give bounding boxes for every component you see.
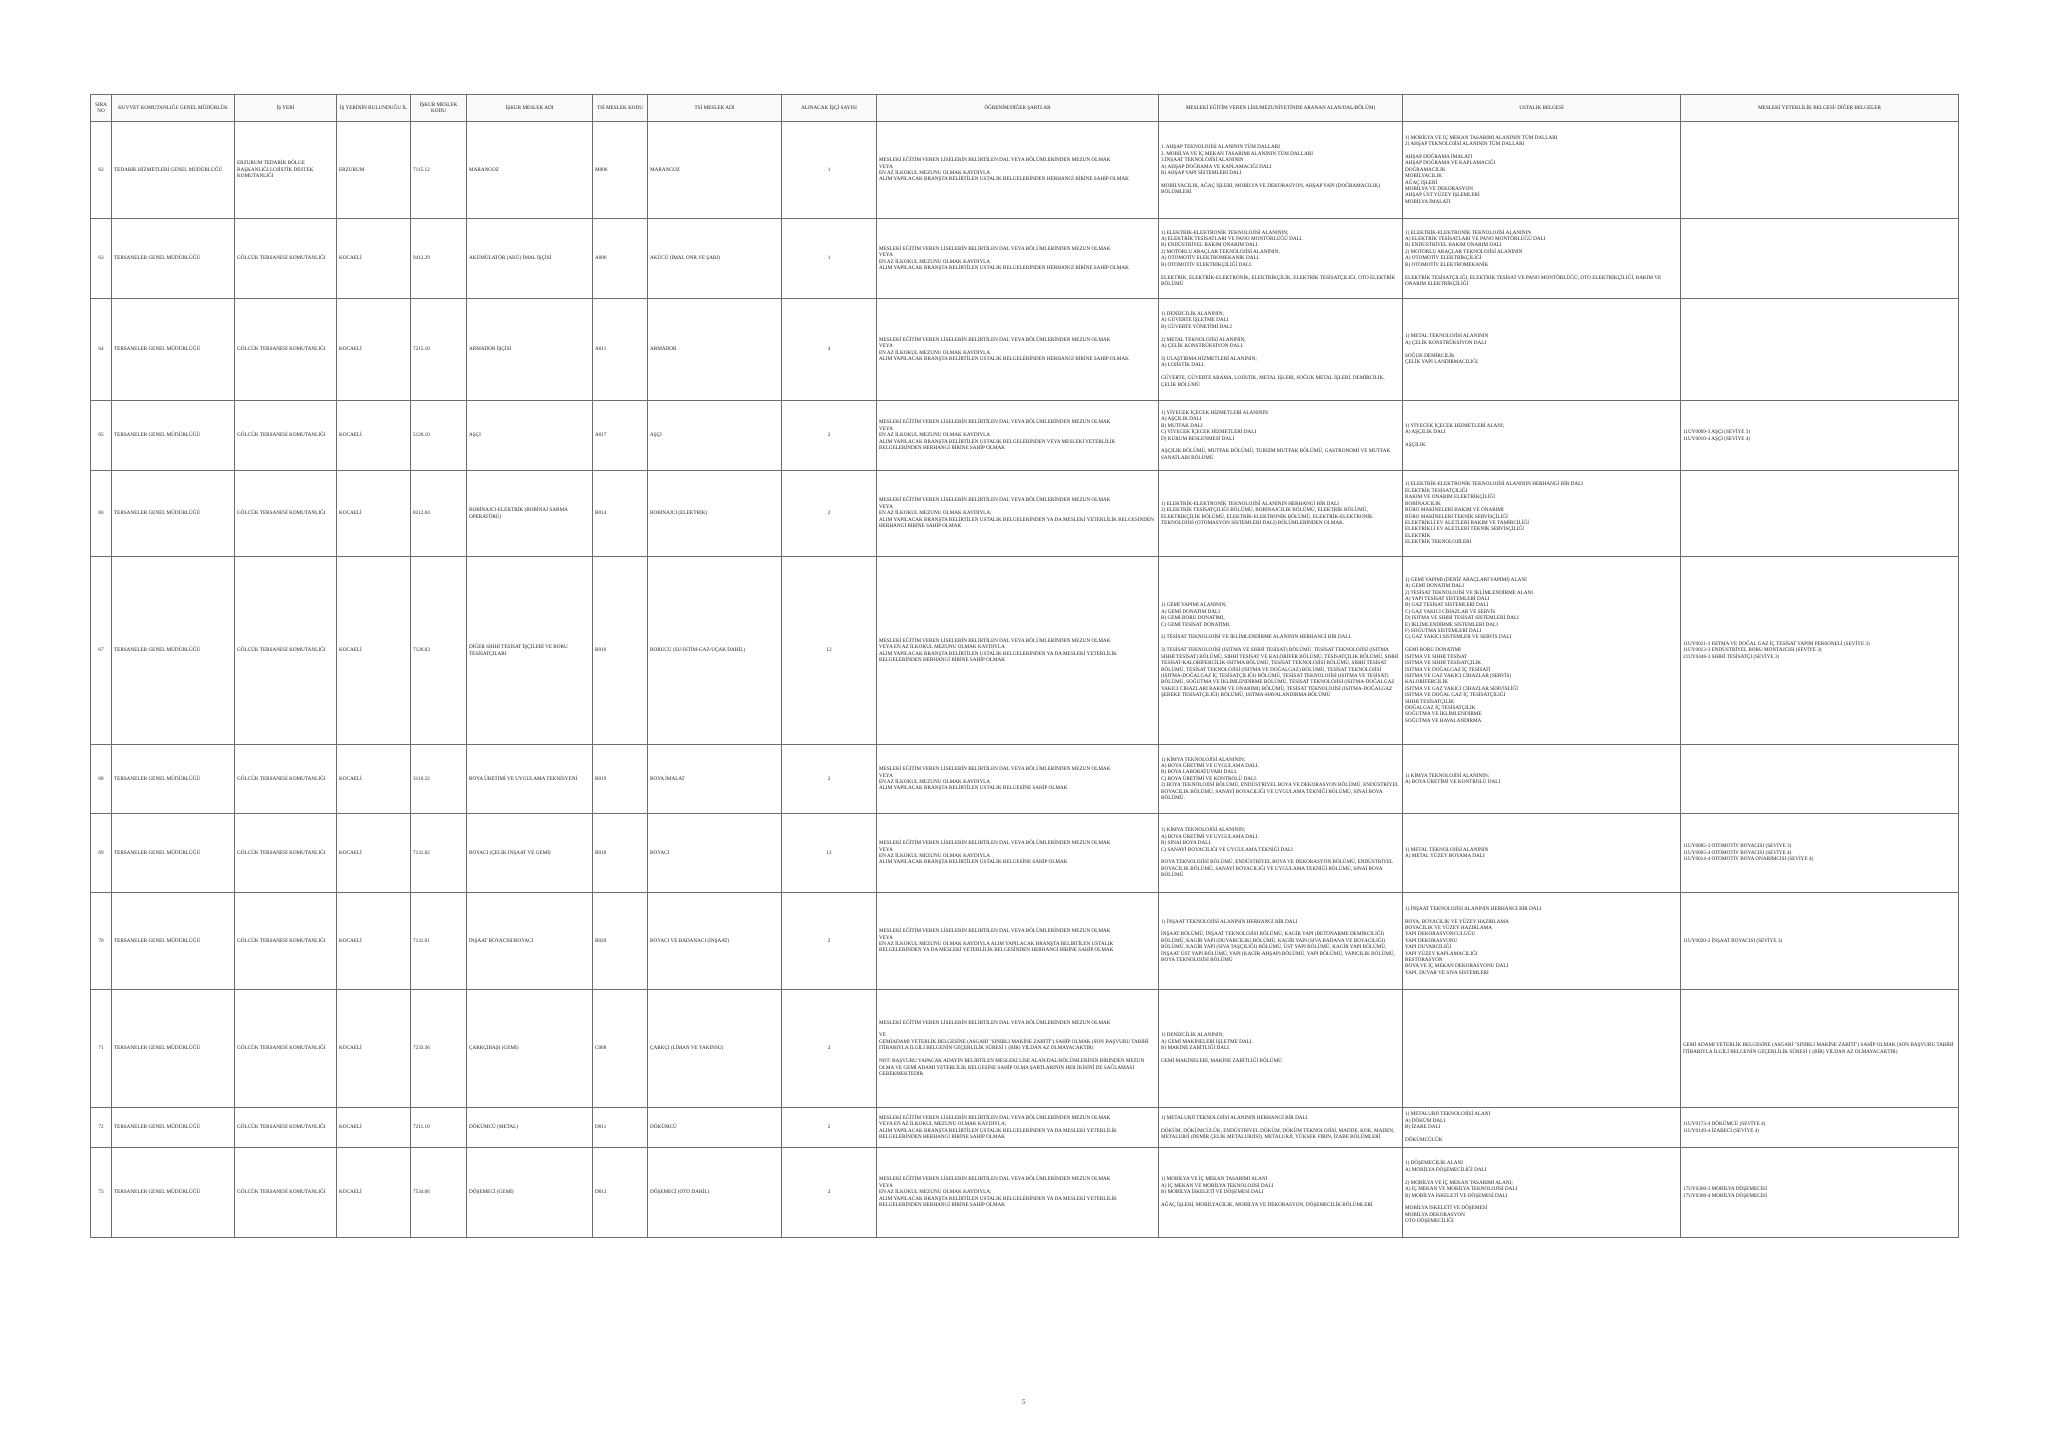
cell-no: 70 bbox=[91, 893, 112, 990]
cell-yeterlilik: 11UY0021-3 ISITMA VE DOĞAL GAZ İÇ TESİSAT YAPIM PERSONELİ (SEVİYE 3) 11UY0013-3 ENDÜSTRİYEL BORU MONTAJCISI (SEVİYE 3) 21UY0446-3 SIHHİ TESİSATÇI (SEVİYE 3) bbox=[1681, 557, 1959, 745]
document-sheet bbox=[90, 94, 1958, 1238]
cell-sayi: 2 bbox=[782, 471, 877, 557]
cell-sayi: 1 bbox=[782, 219, 877, 299]
column-header: KUVVET KOMUTANLIĞI/ GENEL MÜDÜRLÜK bbox=[112, 95, 235, 122]
table-row bbox=[91, 745, 1959, 814]
cell-isyeri: GÖLCÜK TERSANESİ KOMUTANLIĞI bbox=[235, 299, 337, 401]
cell-ogrenim: MESLEKİ EĞİTİM VEREN LİSELERİN BELİRTİLEN DAL VEYA BÖLÜMLERİNDEN MEZUN OLMAK VEYA EN AZ İLKOKUL MEZUNU OLMAK KAYDIYLA ALIM YAPILACAK BRANŞTA BELİRTİLEN USTALIK BELGELERİNDEN HERHANGİ BİRİNE SAHİP OLMAK bbox=[877, 299, 1159, 401]
cell-isyeri: GÖLCÜK TERSANESİ KOMUTANLIĞI bbox=[235, 990, 337, 1108]
cell-il: KOCAELİ bbox=[337, 1148, 411, 1238]
cell-sayi: 1 bbox=[782, 122, 877, 219]
cell-il: KOCAELİ bbox=[337, 557, 411, 745]
cell-yeterlilik bbox=[1681, 745, 1959, 814]
cell-ustalik: 1) KİMYA TEKNOLOJİSİ ALANININ; A) BOYA ÜRETİMİ VE KONTROLÜ DALI bbox=[1403, 745, 1681, 814]
column-header: İŞKUR MESLEK KODU bbox=[411, 95, 467, 122]
cell-sayi: 2 bbox=[782, 401, 877, 471]
cell-alan: 1) KİMYA TEKNOLOJİSİ ALANININ; A) BOYA ÜRETİMİ VE UYGULAMA DALI. B) SINAİ BOYA DALI. C) SANAYİ BOYACILIĞI VE UYGULAMA TEKNİĞİ DALI BOYA TEKNOLOJİSİ BÖLÜMÜ, ENDÜSTRİYEL BOYA VE DEKORASYON BÖLÜMÜ, ENDÜSTRİYEL BOYACILIK BÖLÜMÜ, SANAYİ BOYACILIĞI VE UYGULAMA TEKNİĞİ BÖLÜMÜ, SINAİ BOYA BÖLÜMÜ bbox=[1159, 814, 1403, 893]
cell-no: 73 bbox=[91, 1148, 112, 1238]
cell-komutanlik: TERSANELER GENEL MÜDÜRLÜĞÜ bbox=[112, 814, 235, 893]
cell-tsi-kod: D013 bbox=[593, 1148, 648, 1238]
cell-iskur-ad: ÇARKÇIBAŞI (GEMİ) bbox=[467, 990, 593, 1108]
column-header: MESLEKİ YETERLİLİK BELGESİ/ DİĞER BELGELER bbox=[1681, 95, 1959, 122]
cell-ustalik: 1) ELEKTRİK-ELEKTRONİK TEKNOLOJİSİ ALANININ A) ELEKTRİK TESİSATLARI VE PANO MONTÖRLÜĞÜ DALI B) ENDÜSTRİYEL BAKIM ONARIM DALI 2) MOTORLU ARAÇLAR TEKNOLOJİSİ ALANININ A) OTOMOTİV ELEKTRİKÇİLİĞİ B) OTOMOTİV ELEKTROMEKANİK ELEKTRİK TESİSATÇILIĞI, ELEKTRİK TESİSAT VE PANO MONTÖRLÜĞÜ, OTO ELEKTRİKÇİLİĞİ, BAKIM VE ONARIM ELEKTRİKÇİLİĞİ bbox=[1403, 219, 1681, 299]
cell-ogrenim: MESLEKİ EĞİTİM VEREN LİSELERİN BELİRTİLEN DAL VEYA BÖLÜMLERİNDEN MEZUN OLMAK VEYA EN AZ İLKOKUL MEZUNU OLMAK KAYDIYLA; ALIM YAPILACAK BRANŞTA BELİRTİLEN USTALIK BELGELERİNDEN YA DA MESLEKİ YETERLİLİK BELGELERİNDEN HERHANGİ BİRİNE SAHİP OLMAK bbox=[877, 1148, 1159, 1238]
cell-ustalik: 1) METAL TEKNOLOJİSİ ALANININ A) METAL YÜZEY BOYAMA DALI bbox=[1403, 814, 1681, 893]
column-header: SIRA NO bbox=[91, 95, 112, 122]
cell-yeterlilik: 17UY0300-3 MOBİLYA DÖŞEMECİSİ 17UY0300-4 MOBİLYA DÖŞEMECİSİ bbox=[1681, 1148, 1959, 1238]
column-header: ALINACAK İŞÇİ SAYISI bbox=[782, 95, 877, 122]
cell-yeterlilik bbox=[1681, 299, 1959, 401]
table-row bbox=[91, 1148, 1959, 1238]
cell-iskur-kod: 7131.02 bbox=[411, 814, 467, 893]
column-header: MESLEKİ EĞİTİM VEREN LİSE/MEZUNİYETİNDE ARANAN ALAN/DAL/BÖLÜM) bbox=[1159, 95, 1403, 122]
cell-tsi-ad: BORUCU (SU-İSTİM-GAZ-UÇAK DAHİL) bbox=[648, 557, 782, 745]
cell-sayi: 12 bbox=[782, 557, 877, 745]
cell-alan: 1) DENİZCİLİK ALANININ; A) GÜVERTE İŞLETME DALI B) GÜVERTE YÖNETİMİ DALI 2) METAL TEKNOLOJİSİ ALANININ; A) ÇELİK KONSTRÜKSİYON DALI. 3) ULAŞTIRMA HİZMETLERİ ALANININ; A) LOJİSTİK DALI. GÜVERTE, GÜVERTE ARAMA, LOJİSTİK, METAL İŞLERİ, SOĞUK METAL İŞLERİ, DEMİRCİLİK, ÇELİK BÖLÜMÜ bbox=[1159, 299, 1403, 401]
cell-tsi-ad: BOYACI bbox=[648, 814, 782, 893]
cell-ustalik bbox=[1403, 990, 1681, 1108]
table-row bbox=[91, 1108, 1959, 1148]
cell-no: 62 bbox=[91, 122, 112, 219]
cell-no: 65 bbox=[91, 401, 112, 471]
column-header: İŞ YERİNİN BULUNDUĞU İL bbox=[337, 95, 411, 122]
table-row bbox=[91, 122, 1959, 219]
cell-komutanlik: TERSANELER GENEL MÜDÜRLÜĞÜ bbox=[112, 299, 235, 401]
cell-alan: 1. AHŞAP TEKNOLOJİSİ ALANININ TÜM DALLARI 2. MOBİLYA VE İÇ MEKAN TASARIMI ALANININ TÜM DALLARI 3.İNŞAAT TEKNOLOJİSİ ALANININ A) AHŞAP DOĞRAMA VE KAPLAMACIĞI DALI B) AHŞAP YAPI SİSTEMLERİ DALI MOBİLYACILIK, AĞAÇ İŞLERİ, MOBİLYA VE DEKORASYON, AHŞAP YAPI (DOĞRAMACILIK) BÖLÜMLERİ bbox=[1159, 122, 1403, 219]
table-row bbox=[91, 299, 1959, 401]
table-row bbox=[91, 814, 1959, 893]
cell-no: 67 bbox=[91, 557, 112, 745]
cell-komutanlik: TERSANELER GENEL MÜDÜRLÜĞÜ bbox=[112, 745, 235, 814]
cell-no: 66 bbox=[91, 471, 112, 557]
cell-tsi-kod: A017 bbox=[593, 401, 648, 471]
cell-isyeri: GÖLCÜK TERSANESİ KOMUTANLIĞI bbox=[235, 557, 337, 745]
column-header: İŞ YERİ bbox=[235, 95, 337, 122]
cell-isyeri: GÖLCÜK TERSANESİ KOMUTANLIĞI bbox=[235, 401, 337, 471]
cell-no: 71 bbox=[91, 990, 112, 1108]
cell-isyeri: GÖLCÜK TERSANESİ KOMUTANLIĞI bbox=[235, 1108, 337, 1148]
cell-no: 63 bbox=[91, 219, 112, 299]
cell-ustalik: 1) MOBİLYA VE İÇ MEKAN TASARIMI ALANININ TÜM DALLARI 2) AHŞAP TEKNOLOJİSİ ALANININ TÜM DALLARI AHŞAP DOĞRAMA İMALATI AHŞAP DOĞRAMA VE KAPLAMACIĞI DOĞRAMACILIK MOBİLYACILIK AĞAÇ İŞLERİ MOBİLYA VE DEKORASYON AHŞAP ÜST YÜZEY İŞLEMLERİ MOBİLYA İMALATI bbox=[1403, 122, 1681, 219]
cell-ogrenim: MESLEKİ EĞİTİM VEREN LİSELERİN BELİRTİLEN DAL VEYA BÖLÜMLERİNDEN MEZUN OLMAK VEYA EN AZ İLKOKUL MEZUNU OLMAK KAYDIYLA ALIM YAPILACAK BRANŞTA BELİRTİLEN USTALIK BELGESİNE SAHİP OLMAK bbox=[877, 814, 1159, 893]
cell-tsi-kod: B020 bbox=[593, 893, 648, 990]
cell-no: 64 bbox=[91, 299, 112, 401]
cell-komutanlik: TERSANELER GENEL MÜDÜRLÜĞÜ bbox=[112, 557, 235, 745]
cell-tsi-kod: D011 bbox=[593, 1108, 648, 1148]
cell-ogrenim: MESLEKİ EĞİTİM VEREN LİSELERİN BELİRTİLEN DAL VEYA BÖLÜMLERİNDEN MEZUN OLMAK VEYA EN AZ İLKOKUL MEZUNU OLMAK KAYDIYLA ALIM YAPILACAK BRANŞTA BELİRTİLEN USTALIK BELGELERİNDEN YA DA MESLEKİ YETERLİLİK BELGESİNDEN HERHANGİ BİRİNE SAHİP OLMAK bbox=[877, 893, 1159, 990]
table-header-row bbox=[91, 95, 1959, 122]
cell-iskur-ad: MARANGOZ bbox=[467, 122, 593, 219]
cell-komutanlik: TEDARİK HİZMETLERİ GENEL MÜDÜRLÜĞÜ bbox=[112, 122, 235, 219]
cell-il: KOCAELİ bbox=[337, 990, 411, 1108]
personnel-table bbox=[90, 94, 1959, 1238]
cell-tsi-ad: DÖŞEMECİ (OTO DAHİL) bbox=[648, 1148, 782, 1238]
cell-alan: 1) GEMİ YAPIMI ALANININ; A) GEMİ DONATIM DALI B) GEMİ BORU DONATIMI, C) GEMİ TESİSAT DONATIMI. 2) TESİSAT TEKNOLOJİSİ VE İKLİMLENDİRME ALANININ HERHANGİ BİR DALI. 3) TESİSAT TEKNOLOJİSİ (ISITMA VE SIHHİ TESİSAT) BÖLÜMÜ, TESİSAT TEKNOLOJİSİ (ISITMA SIHHİ TESİSAT) BÖLÜMÜ, SIHHİ TESİSAT VE KALORİFER BÖLÜMÜ, TESİSATÇILIK BÖLÜMÜ, SIHHİ TESİSAT-KALORİFERCİLİK-ISITMA BÖLÜMÜ, TESİSAT TEKNOLOJİSİ BÖLÜMÜ, SIHHİ TESİSAT BÖLÜMÜ, TESİSAT TEKNOLOJİSİ (ISITMA VE DOĞALGAZ) BÖLÜMÜ, TESİSAT TEKNOLOJİSİ (ISITMA-DOĞALGAZ İÇ TESİSATÇILIĞI) BÖLÜMÜ, TESİSAT TEKNOLOJİSİ (ISITMA VE TESİSAT) BÖLÜMÜ, SOĞUTMA VE İKLİMLENDİRME BÖLÜMÜ, TESİSAT TEKNOLOJİSİ (ISITMA-DOĞALGAZ YAKICI CİHAZLARI BAKIM VE ONARIMI) BÖLÜMÜ, TESİSAT TEKNOLOJİSİ (ISITMA-DOĞALGAZ ŞEBEKE TESİSATÇILIĞI) BÖLÜMÜ, ISITMA-HAVALANDIRMA BÖLÜMÜ bbox=[1159, 557, 1403, 745]
cell-ustalik: 1) METAL TEKNOLOJİSİ ALANININ A) ÇELİK KONSTRÜKSİYON DALI SOĞUK DEMİRCİLİK ÇELİK YAPI LANDIRMACILIĞI bbox=[1403, 299, 1681, 401]
cell-tsi-ad: AKÜCÜ (İMAL ONR.VE ŞARJ) bbox=[648, 219, 782, 299]
cell-il: KOCAELİ bbox=[337, 893, 411, 990]
cell-iskur-kod: 7534.06 bbox=[411, 1148, 467, 1238]
table-row bbox=[91, 401, 1959, 471]
cell-ogrenim: MESLEKİ EĞİTİM VEREN LİSELERİN BELİRTİLEN DAL VEYA BÖLÜMLERİNDEN MEZUN OLMAK VEYA EN AZ İLKOKUL MEZUNU OLMAK KAYDIYLA; ALIM YAPILACAK BRANŞTA BELİRTİLEN USTALIK BELGELERİNDEN YA DA MESLEKİ YETERLİLİK BELGELERİNDEN HERHANGİ BİRİNE SAHİP OLMAK bbox=[877, 1108, 1159, 1148]
page-number: 5 bbox=[1022, 1398, 1026, 1406]
cell-alan: 1) İNŞAAT TEKNOLOJİSİ ALANININ HERHANGİ BİR DALI İNŞAAT BÖLÜMÜ, İNŞAAT TEKNOLOJİSİ BÖLÜMÜ, KAGİR YAPI (BETONARME DEMİRCİLİĞİ) BÖLÜMÜ, KAGİR YAPI (DUVARCILIK) BÖLÜMÜ, KAGİR YAPI (SIVA BADANA VE BOYACILIĞI) BÖLÜMÜ, KAGİR YAPI (SIVA TAŞÇILIĞI) BÖLÜMÜ, ÜST YAPI BÖLÜMÜ, KAGİR YAPI BÖLÜMÜ, İNŞAAT ÜST YAPI BÖLÜMÜ, YAPI (KAGİR-AHŞAP) BÖLÜMÜ, YAPI BÖLÜMÜ, YAPICILIK BÖLÜMÜ, BOYA TEKNOLOJİSİ BÖLÜMÜ bbox=[1159, 893, 1403, 990]
cell-komutanlik: TERSANELER GENEL MÜDÜRLÜĞÜ bbox=[112, 990, 235, 1108]
cell-yeterlilik: 11UY0020-3 İNŞAAT BOYACISI (SEVİYE 3) bbox=[1681, 893, 1959, 990]
table-row bbox=[91, 893, 1959, 990]
cell-tsi-kod: C008 bbox=[593, 990, 648, 1108]
cell-yeterlilik: 11UY0005-3 OTOMOTİV BOYACISI (SEVİYE 3) 11UY0005-4 OTOMOTİV BOYACISI (SEVİYE 4) 11UY0014-4 OTOMOTİV BOYA ONARIMCISI (SEVİYE 4) bbox=[1681, 814, 1959, 893]
cell-ustalik: 1) YİYECEK İÇECEK HİZMETLERİ ALANI; A) AŞÇILIK DALI AŞÇILIK bbox=[1403, 401, 1681, 471]
cell-il: KOCAELİ bbox=[337, 1108, 411, 1148]
cell-alan: 1) ELEKTRİK-ELEKTRONİK TEKNOLOJİSİ ALANININ; A) ELEKTRİK TESİSATLARI VE PANO MONTÖRLÜĞÜ DALI. B) ENDÜSTRİYEL BAKIM ONARIM DALI. 2) MOTORLU ARAÇLAR TEKNOLOJİSİ ALANININ; A) OTOMOTİV ELEKTROMEKANİK DALI. B) OTOMOTİV ELEKTRİKÇİLİĞİ DALI. ELEKTRİK, ELEKTRİK-ELEKTRONİK, ELEKTRİKÇİLİK, ELEKTRİK TESİSATÇILIĞI, OTO ELEKTRİK BÖLÜMÜ bbox=[1159, 219, 1403, 299]
cell-yeterlilik: GEMİ ADAMI YETERLİK BELGESİNE (ASGARİ "SINIRLI MAKİNE ZABİTİ") SAHİP OLMAK (SON BAŞVURU TARİHİ İTİBARIYLA İLGİLİ BELGENİN GEÇERLİLİK SÜRESİ 1 (BİR) YILDAN AZ OLMAYACAKTIR) bbox=[1681, 990, 1959, 1108]
cell-iskur-kod: 9412.29 bbox=[411, 219, 467, 299]
cell-alan: 1) METALURJİ TEKNOLOJİSİ ALANININ HERHANGİ BİR DALI DÖKÜM, DÖKÜMCÜLÜK, ENDÜSTRİYEL DÖKÜM, DÖKÜM TEKNOLOJİSİ, MADDE, KOK, MADEN, METALURJİ (DEMİR ÇELİK METALURJİSİ), METALURJİ, YÜKSEK FIRIN, İZABE BÖLÜMLERİ bbox=[1159, 1108, 1403, 1148]
cell-no: 72 bbox=[91, 1108, 112, 1148]
cell-sayi: 4 bbox=[782, 299, 877, 401]
cell-komutanlik: TERSANELER GENEL MÜDÜRLÜĞÜ bbox=[112, 1108, 235, 1148]
cell-iskur-ad: DÖŞEMECİ (GEMİ) bbox=[467, 1148, 593, 1238]
cell-sayi: 12 bbox=[782, 814, 877, 893]
cell-iskur-kod: 7233.36 bbox=[411, 990, 467, 1108]
cell-ogrenim: MESLEKİ EĞİTİM VEREN LİSELERİN BELİRTİLEN DAL VEYA BÖLÜMLERİNDEN MEZUN OLMAK VEYA EN AZ İLKOKUL MEZUNU OLMAK KAYDIYLA ALIM YAPILACAK BRANŞTA BELİRTİLEN USTALIK BELGELERİNDEN YA DA MESLEKİ YETERLİLİK BELGELERİNDEN HERHANGİ BİRİNE SAHİP OLMAK bbox=[877, 557, 1159, 745]
cell-iskur-kod: 5120.10 bbox=[411, 401, 467, 471]
cell-alan: 1) YİYECEK İÇECEK HİZMETLERİ ALANININ A) AŞÇILIK DALI B) MUTFAK DALI C) YİYECEK İÇECEK HİZMETLERİ DALI D) KURUM BESLENMESİ DALI AŞÇILIK BÖLÜMÜ, MUTFAK BÖLÜMÜ, TURİZM MUTFAK BÖLÜMÜ, GASTRONOMİ VE MUTFAK SANATLARI BÖLÜMÜ bbox=[1159, 401, 1403, 471]
cell-il: KOCAELİ bbox=[337, 219, 411, 299]
cell-il: ERZURUM bbox=[337, 122, 411, 219]
cell-yeterlilik bbox=[1681, 122, 1959, 219]
column-header: ÖĞRENİM/DİĞER ŞARTLAR bbox=[877, 95, 1159, 122]
cell-komutanlik: TERSANELER GENEL MÜDÜRLÜĞÜ bbox=[112, 893, 235, 990]
cell-yeterlilik: 11UY0173-4 DÖKÜMCÜ (SEVİYE 4) 11UY0149-4 İZABECİ (SEVİYE 4) bbox=[1681, 1108, 1959, 1148]
cell-ogrenim: MESLEKİ EĞİTİM VEREN LİSELERİN BELİRTİLEN DAL VEYA BÖLÜMLERİNDEN MEZUN OLMAK VEYA EN AZ İLKOKUL MEZUNU OLMAK KAYDIYLA ALIM YAPILACAK BRANŞTA BELİRTİLEN USTALIK BELGELERİNDEN VEYA MESLEKİ YETERLİLİK BELGELERİNDEN HERHANGİ BİRİNE SAHİP OLMAK bbox=[877, 401, 1159, 471]
cell-isyeri: GÖLCÜK TERSANESİ KOMUTANLIĞI bbox=[235, 471, 337, 557]
cell-isyeri: GÖLCÜK TERSANESİ KOMUTANLIĞI bbox=[235, 893, 337, 990]
cell-iskur-kod: 7131.01 bbox=[411, 893, 467, 990]
cell-ogrenim: MESLEKİ EĞİTİM VEREN LİSELERİN BELİRTİLEN DAL VEYA BÖLÜMLERİNDEN MEZUN OLMAK VEYA EN AZ İLKOKUL MEZUNU OLMAK KAYDIYLA ALIM YAPILACAK BRANŞTA BELİRTİLEN USTALIK BELGELERİNDEN HERHANGİ BİRİNE SAHİP OLMAK bbox=[877, 122, 1159, 219]
cell-iskur-ad: DÖKÜMCÜ (METAL) bbox=[467, 1108, 593, 1148]
cell-tsi-ad: BOBİNAJCI (ELEKTRİK) bbox=[648, 471, 782, 557]
cell-tsi-kod: A006 bbox=[593, 219, 648, 299]
cell-iskur-ad: AKÜMÜLATÖR (AKÜ) İMAL İŞÇİSİ bbox=[467, 219, 593, 299]
cell-alan: 1) KİMYA TEKNOLOJİSİ ALANININ; A) BOYA ÜRETİMİ VE UYGULAMA DALI. B) BOYA LABORATUVARI DALI. C) BOYA ÜRETİMİ VE KONTROLÜ DALI. 2) BOYA TEKNOLOJİSİ BÖLÜMÜ, ENDÜSTRİYEL BOYA VE DEKORASYON BÖLÜMÜ, ENDÜSTRİYEL BOYACILIK BÖLÜMÜ, SANAYİ BOYACILIĞI VE UYGULAMA TEKNİĞİ BÖLÜMÜ, SINAİ BOYA BÖLÜMÜ. bbox=[1159, 745, 1403, 814]
cell-ustalik: 1) DÖŞEMECİLİK ALANI A) MOBİLYA DÖŞEMECİLİĞİ DALI 2) MOBİLYA VE İÇ MEKAN TASARIMI ALANI; A) İÇ MEKAN VE MOBİLYA TEKNOLOJİSİ DALI B) MOBİLYA İSKELETİ VE DÖŞEMESİ DALI MOBİLYA İSKELETİ VE DÖŞEMESİ MOBİLYA DEKORASYON OTO DÖŞEMECİLİĞİ bbox=[1403, 1148, 1681, 1238]
cell-tsi-kod: B014 bbox=[593, 471, 648, 557]
cell-tsi-ad: BOYA İMALAT bbox=[648, 745, 782, 814]
column-header: İŞKUR MESLEK ADI bbox=[467, 95, 593, 122]
table-row bbox=[91, 990, 1959, 1108]
cell-il: KOCAELİ bbox=[337, 471, 411, 557]
cell-yeterlilik: 11UY0009-3 AŞÇI (SEVİYE 3) 11UY0010-4 AŞÇI (SEVİYE 4) bbox=[1681, 401, 1959, 471]
cell-isyeri: GÖLCÜK TERSANESİ KOMUTANLIĞI bbox=[235, 1148, 337, 1238]
cell-sayi: 2 bbox=[782, 1148, 877, 1238]
cell-ustalik: 1) GEMİ YAPIMI (DENİZ ARAÇLARI YAPIMI) ALANI A) GEMİ DONATIM DALI 2) TESİSAT TEKNOLOJİSİ VE İKLİMLENDİRME ALANI A) YAPI TESİSAT SİSTEMLERİ DALI B) GAZ TESİSAT SİSTEMLERİ DALI C) GAZ YAKICI CİHAZLAR VE SERVİS D) ISITMA VE SIHHİ TESİSAT SİSTEMLERİ DALI E) İKLİMLENDİRME SİSTEMLERİ DALI F) SOĞUTMA SİSTEMLERİ DALI G) GAZ YAKICI SİSTEMLER VE SERVİS DALI GEMİ BORU DONATIMI ISITMA VE SIHHİ TESİSAT ISITMA VE SIHHİ TESİSATÇILIK ISITMA VE DOĞALGAZ İÇ TESİSATI ISITMA VE GAZ YAKICI CİHAZLAR (SERVİS) KALORİFERCİLİK ISITMA VE GAZ YAKICI CİHAZLAR SERVİSLİĞİ ISITMA VE DOĞAL GAZ İÇ TESİSATÇILIĞI SIHHİ TESİSATÇILIK DOĞALGAZ İÇ TESİSATÇILIK SOĞUTMA VE İKLİMLENDİRME SOĞUTMA VE HAVALANDIRMA bbox=[1403, 557, 1681, 745]
cell-komutanlik: TERSANELER GENEL MÜDÜRLÜĞÜ bbox=[112, 471, 235, 557]
cell-sayi: 2 bbox=[782, 893, 877, 990]
cell-tsi-kod: B016 bbox=[593, 557, 648, 745]
column-header: TSİ MESLEK KODU bbox=[593, 95, 648, 122]
column-header: USTALIK BELGESİ bbox=[1403, 95, 1681, 122]
cell-iskur-kod: 7115.12 bbox=[411, 122, 467, 219]
cell-iskur-kod: 7211.10 bbox=[411, 1108, 467, 1148]
cell-ogrenim: MESLEKİ EĞİTİM VEREN LİSELERİN BELİRTİLEN DAL VEYA BÖLÜMLERİNDEN MEZUN OLMAK VEYA EN AZ İLKOKUL MEZUNU OLMAK KAYDIYLA ALIM YAPILACAK BRANŞTA BELİRTİLEN USTALIK BELGESİNE SAHİP OLMAK bbox=[877, 745, 1159, 814]
cell-komutanlik: TERSANELER GENEL MÜDÜRLÜĞÜ bbox=[112, 219, 235, 299]
cell-isyeri: ERZURUM TEDARİK BÖLGE BAŞKANLIĞI LOJİSTİK DESTEK KOMUTANLIĞI bbox=[235, 122, 337, 219]
cell-isyeri: GÖLCÜK TERSANESİ KOMUTANLIĞI bbox=[235, 219, 337, 299]
cell-iskur-kod: 8212.04 bbox=[411, 471, 467, 557]
cell-sayi: 2 bbox=[782, 990, 877, 1108]
cell-tsi-ad: BOYACI VE BADANACI (İNŞAAT) bbox=[648, 893, 782, 990]
cell-tsi-kod: B018 bbox=[593, 814, 648, 893]
cell-iskur-ad: AŞÇI bbox=[467, 401, 593, 471]
cell-tsi-ad: AŞÇI bbox=[648, 401, 782, 471]
cell-tsi-kod: A011 bbox=[593, 299, 648, 401]
cell-tsi-ad: DÖKÜMCÜ bbox=[648, 1108, 782, 1148]
cell-iskur-ad: BOYA ÜRETİMİ VE UYGULAMA TEKNİSYENİ bbox=[467, 745, 593, 814]
cell-isyeri: GÖLCÜK TERSANESİ KOMUTANLIĞI bbox=[235, 814, 337, 893]
cell-il: KOCAELİ bbox=[337, 814, 411, 893]
cell-tsi-kod: M006 bbox=[593, 122, 648, 219]
cell-ogrenim: MESLEKİ EĞİTİM VEREN LİSELERİN BELİRTİLEN DAL VEYA BÖLÜMLERİNDEN MEZUN OLMAK VEYA EN AZ İLKOKUL MEZUNU OLMAK KAYDIYLA; ALIM YAPILACAK BRANŞTA BELİRTİLEN USTALIK BELGELERİNDEN YA DA MESLEKİ YETERLİLİK BELGESİNDEN HERHANGİ BİRİNE SAHİP OLMAK bbox=[877, 471, 1159, 557]
cell-ustalik: 1) ELEKTRİK-ELEKTRONİK TEKNOLOJİSİ ALANININ HERHANGİ BİR DALI ELEKTRİK TESİSATÇILIĞI BAKIM VE ONARIM ELEKTRİKÇİLİĞİ BOBİNAJCILIK BÜRO MAKİNELERİ BAKIM VE ONARIMI BÜRO MAKİNELERİ TEKNİK SERVİSÇİLİĞİ ELEKTRİKLİ EV ALETLERİ BAKIM VE TAMİRCİLİĞİ ELEKTRİKLİ EV ALETLERİ TEKNİK SERVİSÇİLİĞİ ELEKTRİK ELEKTRİK TEKNOLOJİLERİ bbox=[1403, 471, 1681, 557]
cell-komutanlik: TERSANELER GENEL MÜDÜRLÜĞÜ bbox=[112, 1148, 235, 1238]
cell-il: KOCAELİ bbox=[337, 299, 411, 401]
cell-tsi-ad: ARMADOR bbox=[648, 299, 782, 401]
cell-iskur-kod: 7215.10 bbox=[411, 299, 467, 401]
cell-tsi-ad: MARANGOZ bbox=[648, 122, 782, 219]
cell-ustalik: 1) METALURJİ TEKNOLOJİSİ ALANI A) DÖKÜM DALI B) İZABE DALI DÖKÜMCÜLÜK bbox=[1403, 1108, 1681, 1148]
cell-iskur-kod: 3116.22 bbox=[411, 745, 467, 814]
cell-no: 68 bbox=[91, 745, 112, 814]
cell-no: 69 bbox=[91, 814, 112, 893]
cell-iskur-ad: BOYACI (ÇELİK İNŞAAT VE GEMİ) bbox=[467, 814, 593, 893]
table-body bbox=[91, 122, 1959, 1238]
table-row bbox=[91, 471, 1959, 557]
cell-ogrenim: MESLEKİ EĞİTİM VEREN LİSELERİN BELİRTİLEN DAL VEYA BÖLÜMLERİNDEN MEZUN OLMAK VEYA EN AZ İLKOKUL MEZUNU OLMAK KAYDIYLA ALIM YAPILACAK BRANŞTA BELİRTİLEN USTALIK BELGELERİNDEN HERHANGİ BİRİNE SAHİP OLMAK bbox=[877, 219, 1159, 299]
cell-yeterlilik bbox=[1681, 219, 1959, 299]
cell-iskur-ad: BOBİNAJCI-ELEKTRİK (BOBİNAJ SARMA OPERATÖRÜ) bbox=[467, 471, 593, 557]
column-header: TSİ MESLEK ADI bbox=[648, 95, 782, 122]
cell-alan: 1) ELEKTRİK-ELEKTRONİK TEKNOLOJİSİ ALANININ HERHANGİ BİR DALI 2) ELEKTRİK TESİSATÇILIĞI BÖLÜMÜ, BOBİNAJCILIK BÖLÜMÜ, ELEKTRİK BÖLÜMÜ, ELEKTRİKÇİLİK BÖLÜMÜ, ELEKTRİK-ELEKTRONİK BÖLÜMÜ, ELEKTRİK-ELEKTRONİK TEKNOLOJİSİ (OTOMASYON SİSTEMLERİ DALI) BÖLÜMLERİNDEN OLMAK. bbox=[1159, 471, 1403, 557]
cell-sayi: 2 bbox=[782, 1108, 877, 1148]
cell-komutanlik: TERSANELER GENEL MÜDÜRLÜĞÜ bbox=[112, 401, 235, 471]
cell-il: KOCAELİ bbox=[337, 745, 411, 814]
cell-ogrenim: MESLEKİ EĞİTİM VEREN LİSELERİN BELİRTİLEN DAL VEYA BÖLÜMLERİNDEN MEZUN OLMAK VE GEMİADAMI YETERLİK BELGESİNE (ASGARİ "SINIRLI MAKİNE ZABİTİ") SAHİP OLMAK (SON BAŞVURU TARİHİ İTİBARIYLA İLGİLİ BELGENİN GEÇERLİLİK SÜRESİ 1 (BİR) YILDAN AZ OLMAYACAKTIR) NOT: BAŞVURU YAPACAK ADAYIN BELİRTİLEN MESLEKİ LİSE ALAN/DAL/BÖLÜMLERİNİN BİRİNDEN MEZUN OLMA VE GEMİ ADAMI YETERLİLİK BELGESİNE SAHİP OLMA ŞARTLARININ HER İKİSİNİ DE SAĞLAMASI GEREKMEKTEDİR. bbox=[877, 990, 1159, 1108]
table-row bbox=[91, 557, 1959, 745]
cell-iskur-kod: 7126.03 bbox=[411, 557, 467, 745]
cell-il: KOCAELİ bbox=[337, 401, 411, 471]
cell-yeterlilik bbox=[1681, 471, 1959, 557]
cell-sayi: 2 bbox=[782, 745, 877, 814]
cell-alan: 1) MOBİLYA VE İÇ MEKAN TASARIMI ALANI A) İÇ MEKAN VE MOBİLYA TEKNOLOJİSİ DALI B) MOBİLYA İSKELETİ VE DÖŞEMESİ DALI AĞAÇ İŞLERİ, MOBİLYACILIK, MOBİLYA VE DEKORASYON, DÖŞEMECİLİK BÖLÜMLERİ bbox=[1159, 1148, 1403, 1238]
cell-tsi-ad: ÇARKÇI (LİMAN VE YAKINSU) bbox=[648, 990, 782, 1108]
cell-ustalik: 1) İNŞAAT TEKNOLOJİSİ ALANININ HERHANGİ BİR DALI BOYA, BOYACILIK VE YÜZEY HAZIRLAMA BOYACILIK VE YÜZEY HAZIRLAMA YAPI DEKORASYONCULUĞU YAPI DEKORASYONU YAPI DUVARCILIĞI YAPI YÜZEY KAPLAMACILIĞI RESTORASYON BOYA VE İÇ MEKAN DEKORASYONU DALI YAPI, DUVAR VE SIVA SİSTEMLERİ bbox=[1403, 893, 1681, 990]
cell-alan: 1) DENİZCİLİK ALANININ; A) GEMİ MAKİNELERİ İŞLETME DALI. B) MAKİNE ZABİTLİĞİ DALI. GEMİ MAKİNELERİ, MAKİNE ZABİTLİĞİ BÖLÜMÜ bbox=[1159, 990, 1403, 1108]
cell-iskur-ad: DİĞER SIHHİ TESİSAT İŞÇİLERİ VE BORU TESİSATÇILARI bbox=[467, 557, 593, 745]
cell-tsi-kod: B019 bbox=[593, 745, 648, 814]
cell-iskur-ad: ARMADOR İŞÇİSİ bbox=[467, 299, 593, 401]
cell-iskur-ad: İNŞAAT BOYACISI/BOYACI bbox=[467, 893, 593, 990]
table-row bbox=[91, 219, 1959, 299]
cell-isyeri: GÖLCÜK TERSANESİ KOMUTANLIĞI bbox=[235, 745, 337, 814]
